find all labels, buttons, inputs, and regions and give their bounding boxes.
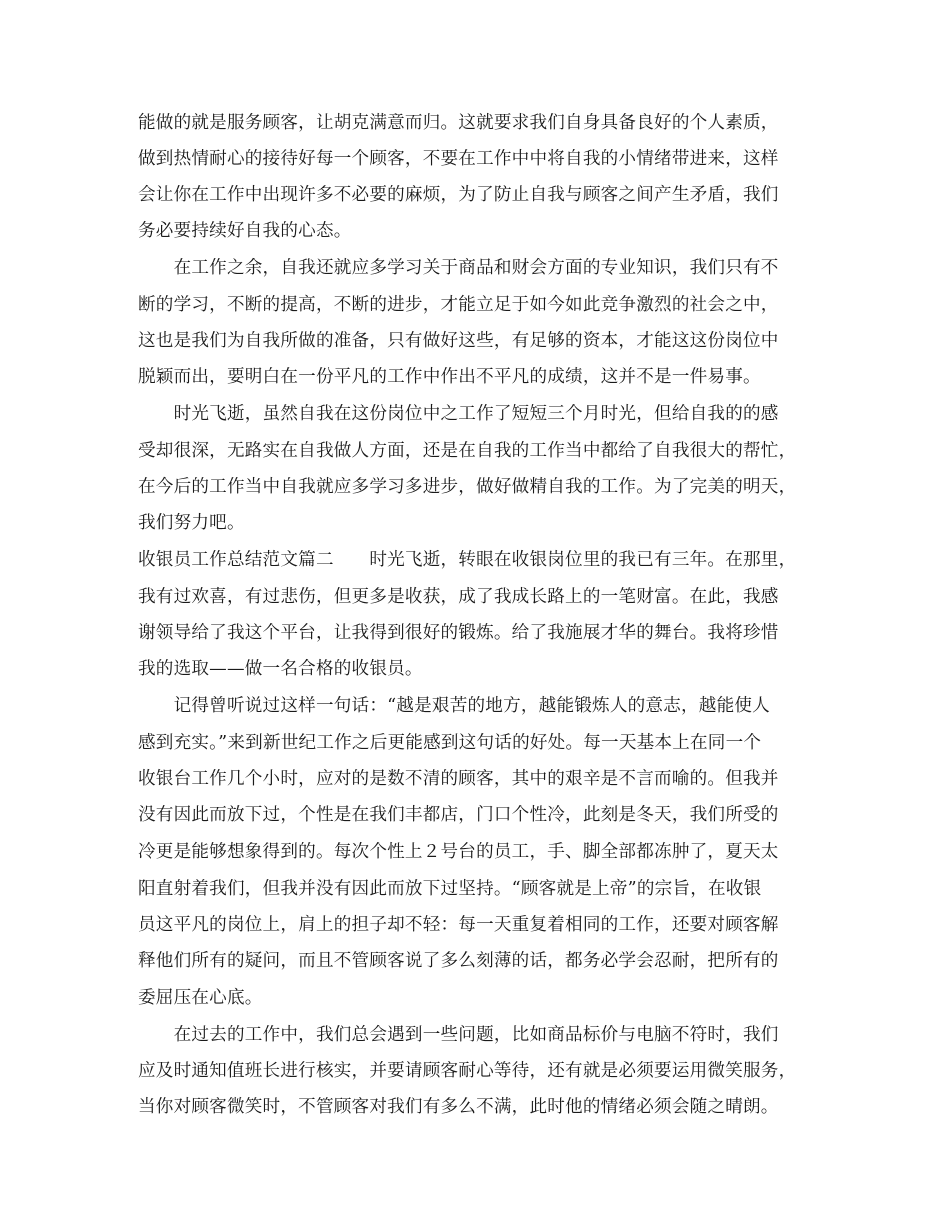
text-line: 员这平凡的岗位上，肩上的担子却不轻：每一天重复着相同的工作，还要对顾客解: [138, 915, 779, 935]
text-line: 释他们所有的疑问，而且不管顾客说了多么刻薄的话，都务必学会忍耐，把所有的: [138, 951, 779, 971]
text-line: 务必要持续好自我的心态。: [138, 221, 352, 241]
text-line: 在今后的工作当中自我就应多学习多进步，做好做精自我的工作。为了完美的明天，: [138, 477, 797, 497]
text-line: 我们努力吧。: [138, 513, 245, 533]
text-line: 我的选取——做一名合格的收银员。: [138, 659, 423, 679]
section-heading-line: 收银员工作总结范文篇二 时光飞逝，转眼在收银岗位里的我已有三年。在那里，: [138, 550, 797, 570]
text-line: 时光飞逝，虽然自我在这份岗位中之工作了短短三个月时光，但给自我的的感: [138, 404, 779, 424]
text-line: 感到充实。”来到新世纪工作之后更能感到这句话的好处。每一天基本上在同一个: [138, 733, 762, 753]
text-line: 受却很深，无路实在自我做人方面，还是在自我的工作当中都给了自我很大的帮忙，: [138, 441, 797, 461]
text-line: 没有因此而放下过，个性是在我们丰都店，门口个性冷，此刻是冬天，我们所受的: [138, 805, 779, 825]
text-line: 断的学习，不断的提高，不断的进步，才能立足于如今如此竞争激烈的社会之中，: [138, 295, 779, 315]
text-line: 委屈压在心底。: [138, 988, 263, 1008]
text-line: 在工作之余，自我还就应多学习关于商品和财会方面的专业知识，我们只有不: [138, 258, 779, 278]
text-line: 这也是我们为自我所做的准备，只有做好这些，有足够的资本，才能这这份岗位中: [138, 331, 779, 351]
text-line: 记得曾听说过这样一句话：“越是艰苦的地方，越能锻炼人的意志，越能使人: [138, 696, 770, 716]
text-line: 收银台工作几个小时，应对的是数不清的顾客，其中的艰辛是不言而喻的。但我并: [138, 769, 779, 789]
text-line: 会让你在工作中出现许多不必要的麻烦，为了防止自我与顾客之间产生矛盾，我们: [138, 185, 779, 205]
text-line: 在过去的工作中，我们总会遇到一些问题，比如商品标价与电脑不符时，我们: [138, 1025, 779, 1045]
text-line: 当你对顾客微笑时，不管顾客对我们有多么不满，此时他的情绪必须会随之晴朗。: [138, 1097, 779, 1117]
text-line: 阳直射着我们，但我并没有因此而放下过坚持。“顾客就是上帝”的宗旨，在收银: [138, 879, 762, 899]
text-line: 谢领导给了我这个平台，让我得到很好的锻炼。给了我施展才华的舞台。我将珍惜: [138, 623, 779, 643]
text-line: 做到热情耐心的接待好每一个顾客，不要在工作中中将自我的小情绪带进来，这样: [138, 149, 779, 169]
text-line: 能做的就是服务顾客，让胡克满意而归。这就要求我们自身具备良好的个人素质，: [138, 113, 779, 133]
text-line: 我有过欢喜，有过悲伤，但更多是收获，成了我成长路上的一笔财富。在此，我感: [138, 587, 779, 607]
text-line: 应及时通知值班长进行核实，并要请顾客耐心等待，还有就是必须要运用微笑服务，: [138, 1061, 797, 1081]
text-line: 冷更是能够想象得到的。每次个性上２号台的员工，手、脚全部都冻肿了，夏天太: [138, 842, 779, 862]
text-line: 脱颖而出，要明白在一份平凡的工作中作出不平凡的成绩，这并不是一件易事。: [138, 367, 761, 387]
